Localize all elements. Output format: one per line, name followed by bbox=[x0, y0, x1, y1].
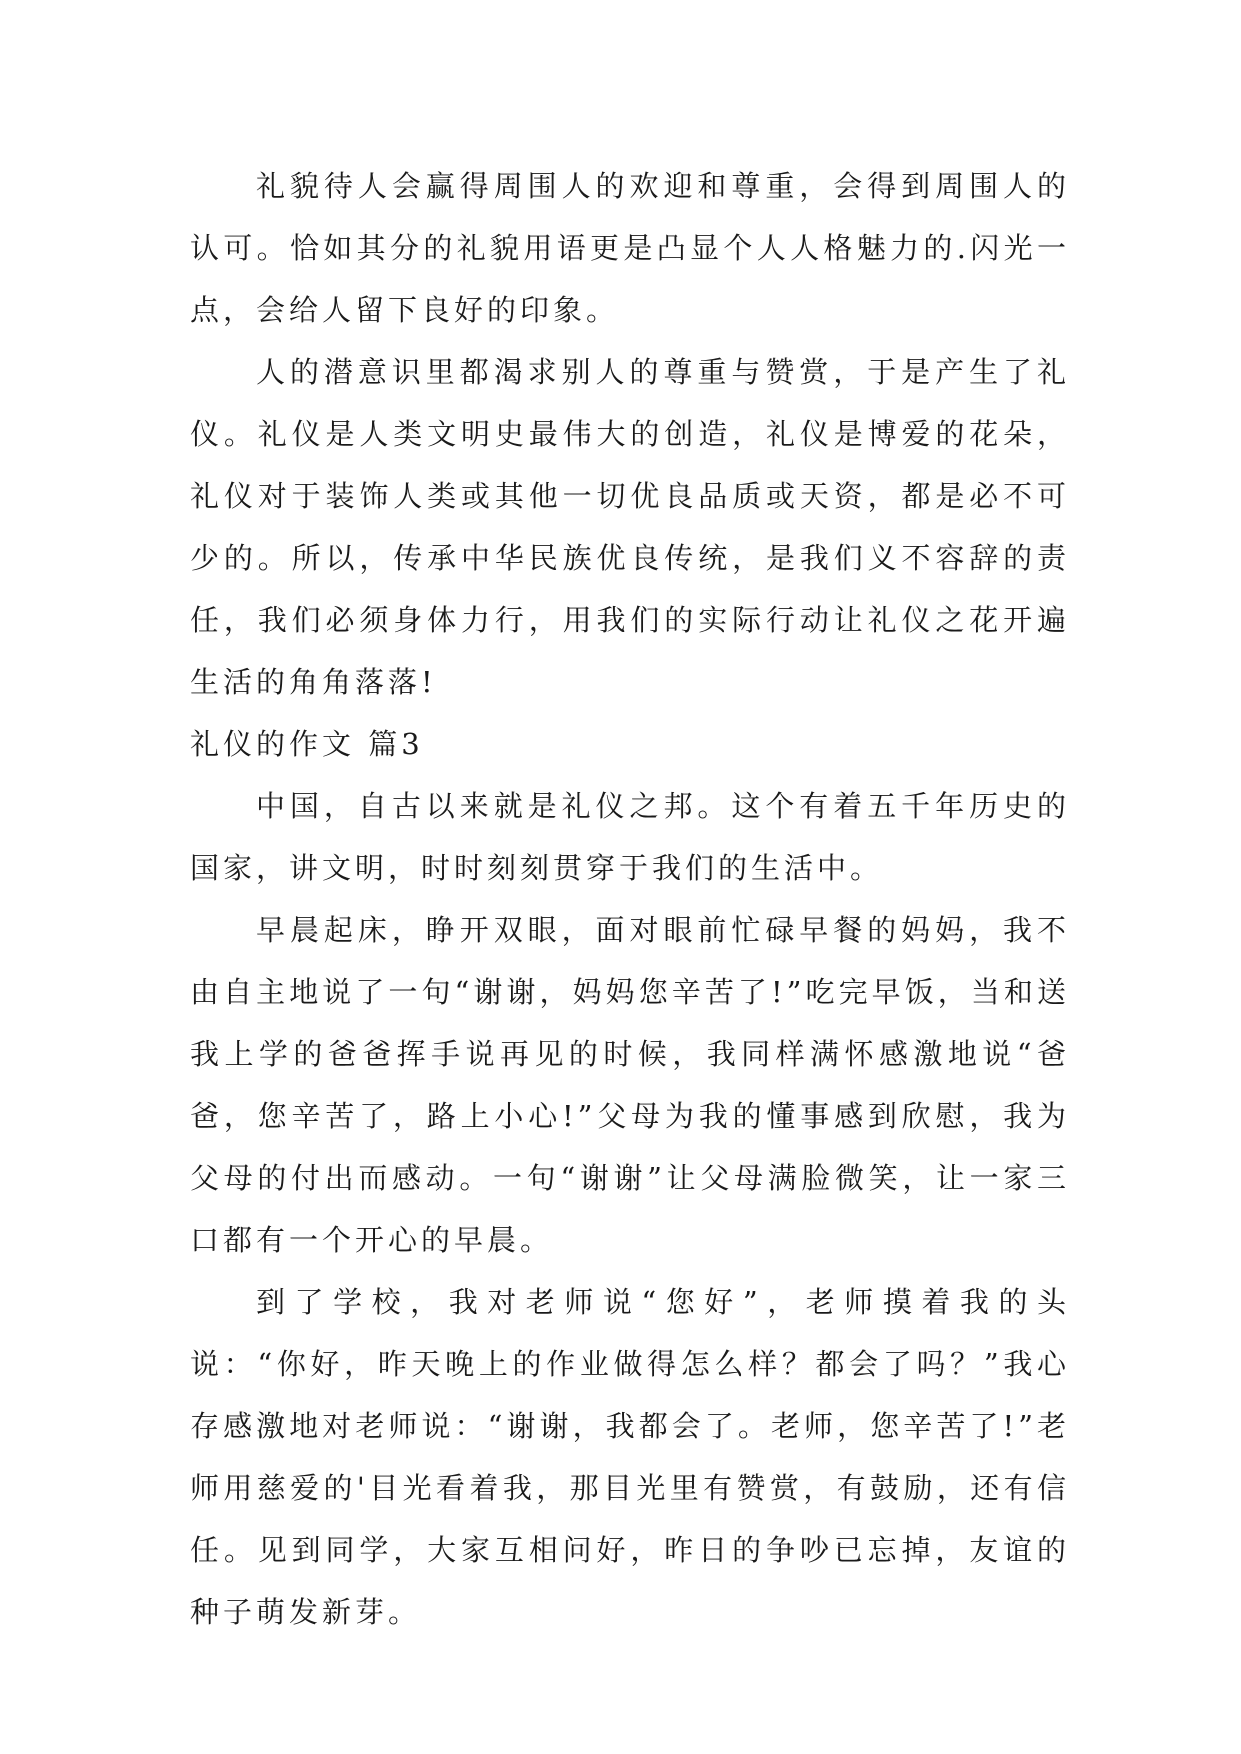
paragraph-school: 到了学校，我对老师说“您好”，老师摸着我的头说：“你好，昨天晚上的作业做得怎么样？都会了吗？”我心存感激地对老师说：“谢谢，我都会了。老师，您辛苦了!”老师用慈爱的'目光看着我，那目光里有赞赏，有鼓励，还有信任。见到同学，大家互相问好，昨日的争吵已忘掉，友谊的种子萌发新芽。 bbox=[190, 1285, 1070, 1629]
document-body bbox=[190, 155, 1070, 1643]
paragraph-morning: 早晨起床，睁开双眼，面对眼前忙碌早餐的妈妈，我不由自主地说了一句“谢谢，妈妈您辛苦了!”吃完早饭，当和送我上学的爸爸挥手说再见的时候，我同样满怀感激地说“爸爸，您辛苦了，路上小心!”父母为我的懂事感到欣慰，我为父母的付出而感动。一句“谢谢”让父母满脸微笑，让一家三口都有一个开心的早晨。 bbox=[190, 913, 1070, 1257]
section-heading: 礼仪的作文 篇3 bbox=[190, 727, 424, 761]
paragraph-etiquette-origin: 人的潜意识里都渴求别人的尊重与赞赏，于是产生了礼仪。礼仪是人类文明史最伟大的创造，礼仪是博爱的花朵，礼仪对于装饰人类或其他一切优良品质或天资，都是必不可少的。所以，传承中华民族优良传统，是我们义不容辞的责任，我们必须身体力行，用我们的实际行动让礼仪之花开遍生活的角角落落! bbox=[190, 355, 1070, 699]
paragraph-china-etiquette: 中国，自古以来就是礼仪之邦。这个有着五千年历史的国家，讲文明，时时刻刻贯穿于我们的生活中。 bbox=[190, 789, 1070, 885]
paragraph-courtesy: 礼貌待人会赢得周围人的欢迎和尊重，会得到周围人的认可。恰如其分的礼貌用语更是凸显个人人格魅力的.闪光一点，会给人留下良好的印象。 bbox=[190, 169, 1070, 327]
